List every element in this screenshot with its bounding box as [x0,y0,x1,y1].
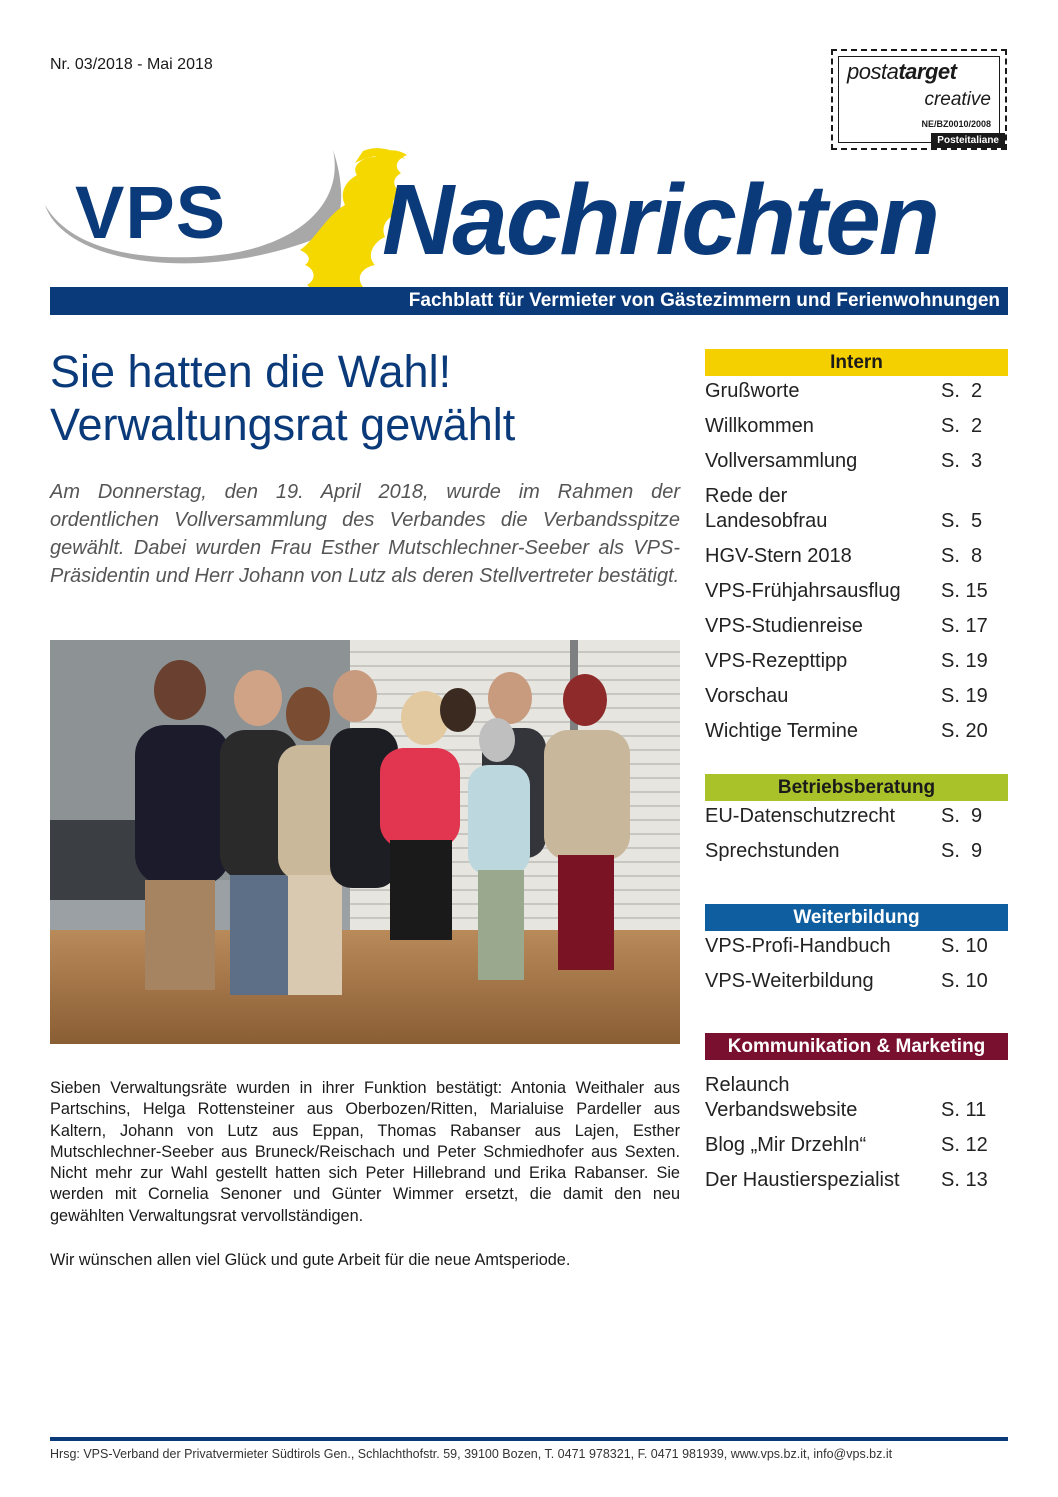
toc-item-page: S. 10 [941,970,988,992]
toc-item-label: Willkommen [705,415,814,437]
body-paragraph: Sieben Verwaltungsräte wurden in ihrer Funktion bestätigt: Antonia Weithaler aus Partschins, Helga Rottensteiner aus Oberbozen/Ritten, Marialuise Pardeller aus Kaltern, Johann von Lutz aus Eppan, Thomas Rabanser aus Lajen, Esther Mutschlechner-Seeber aus Bruneck/Reischach und Peter Schmiedhofer aus Sexten. Nicht mehr zur Wahl gestellt hatten sich Peter Hillebrand und Erika Rabanser. Sie werden mit Cornelia Senoner und Günter Wimmer ersetzt, die damit den neu gewählten Verwaltungsrat vervollständigen. [50,1079,680,1225]
toc-item[interactable] [705,834,1008,869]
toc-item-label: Wichtige Termine [705,720,859,742]
toc-item[interactable] [705,1060,1008,1128]
toc-item[interactable] [705,964,1008,999]
toc-item-page: S. 17 [941,615,988,637]
toc-item-page: S. 20 [941,720,988,742]
group-photo [50,640,680,1044]
toc-header-weiterbildung: Weiterbildung [705,904,1008,931]
toc-item-page: S. 12 [941,1134,988,1156]
toc-item[interactable] [705,1128,1008,1163]
toc-item[interactable] [705,444,1008,479]
toc-item-page: S. 9 [941,840,983,862]
toc-section-intern [705,349,1008,749]
toc-item[interactable] [705,679,1008,714]
toc-item[interactable] [705,609,1008,644]
stamp-line3: NE/BZ0010/2008 [921,119,991,129]
toc-header-kommunikation-marketing: Kommunikation & Marketing [705,1033,1008,1060]
toc-item-label: VPS-Profi-Handbuch [705,935,891,957]
stamp-line1: postatarget [847,59,957,84]
toc-item-page: S. 9 [941,805,983,827]
toc-item-page: S. 11 [941,1099,987,1121]
toc-item-label: Rede der Landesobfrau [705,485,828,532]
toc-section-betriebsberatung [705,774,1008,869]
toc-item-label: EU-Datenschutzrecht [705,805,896,827]
headline-line1: Sie hatten die Wahl! [50,346,452,397]
toc-item[interactable] [705,644,1008,679]
toc-item-page: S. 3 [941,450,983,472]
toc-item[interactable] [705,539,1008,574]
toc-item-label: Relaunch Verbandswebsite [705,1074,858,1121]
toc-item-label: VPS-Rezepttipp [705,650,848,672]
toc-section-kommunikation-marketing [705,1033,1008,1198]
toc-item-page: S. 8 [941,545,983,567]
headline [50,345,515,451]
toc-item-page: S. 5 [941,510,983,532]
lead-paragraph: Am Donnerstag, den 19. April 2018, wurde im Rahmen der ordentlichen Vollversammlung des Verbandes die Verbandsspitze gewählt. Dabei wurden Frau Esther Mutschlechner-Seeber als VPS-Präsidentin und Herr Johann von Lutz als deren Stellvertreter bestätigt. [50,481,680,587]
toc-item-page: S. 19 [941,650,988,672]
toc-item-page: S. 2 [941,380,983,402]
toc-item-label: Der Haustierspezialist [705,1169,900,1191]
toc-item-label: Vorschau [705,685,789,707]
toc-item-page: S. 19 [941,685,988,707]
toc-item[interactable] [705,1163,1008,1198]
closing-paragraph: Wir wünschen allen viel Glück und gute Arbeit für die neue Amtsperiode. [50,1251,571,1269]
toc-section-weiterbildung [705,904,1008,999]
toc-item-label: VPS-Weiterbildung [705,970,874,992]
toc-item-page: S. 10 [941,935,988,957]
toc-item-page: S. 15 [941,580,988,602]
toc-item[interactable] [705,574,1008,609]
toc-item-page: S. 2 [941,415,983,437]
toc-header-betriebsberatung: Betriebsberatung [705,774,1008,801]
brand-title: Nachrichten [382,164,938,276]
stamp-line4: Posteitaliane [931,133,1005,148]
toc-item-label: Vollversammlung [705,450,858,472]
toc-item-label: Sprechstunden [705,840,840,862]
toc-item-label: Blog „Mir Drzehln“ [705,1134,867,1156]
stamp-line2: creative [924,89,991,110]
toc-item-label: VPS-Studienreise [705,615,863,637]
toc-item[interactable] [705,801,1008,834]
subtitle-bar [50,287,1008,315]
toc-item-page: S. 13 [941,1169,988,1191]
footer-divider [50,1437,1008,1441]
headline-line2: Verwaltungsrat gewählt [50,399,516,450]
toc-item[interactable] [705,376,1008,409]
toc-item[interactable] [705,714,1008,749]
subtitle: Fachblatt für Vermieter von Gästezimmern und Ferienwohnungen [408,290,1000,311]
toc-item[interactable] [705,409,1008,444]
toc-item-label: VPS-Frühjahrsausflug [705,580,901,602]
toc-item-label: Grußworte [705,380,800,402]
toc-item-label: HGV-Stern 2018 [705,545,852,567]
postage-stamp [831,49,1007,150]
toc-item[interactable] [705,931,1008,964]
toc-header-intern: Intern [705,349,1008,376]
toc-item[interactable] [705,479,1008,539]
footer-imprint: Hrsg: VPS-Verband der Privatvermieter Südtirols Gen., Schlachthofstr. 59, 39100 Bozen, T. 0471 978321, F. 0471 981939, www.vps.bz.it, info@vps.bz.it [50,1447,893,1461]
brand-vps: VPS [75,171,227,254]
issue-number: Nr. 03/2018 - Mai 2018 [50,56,213,73]
